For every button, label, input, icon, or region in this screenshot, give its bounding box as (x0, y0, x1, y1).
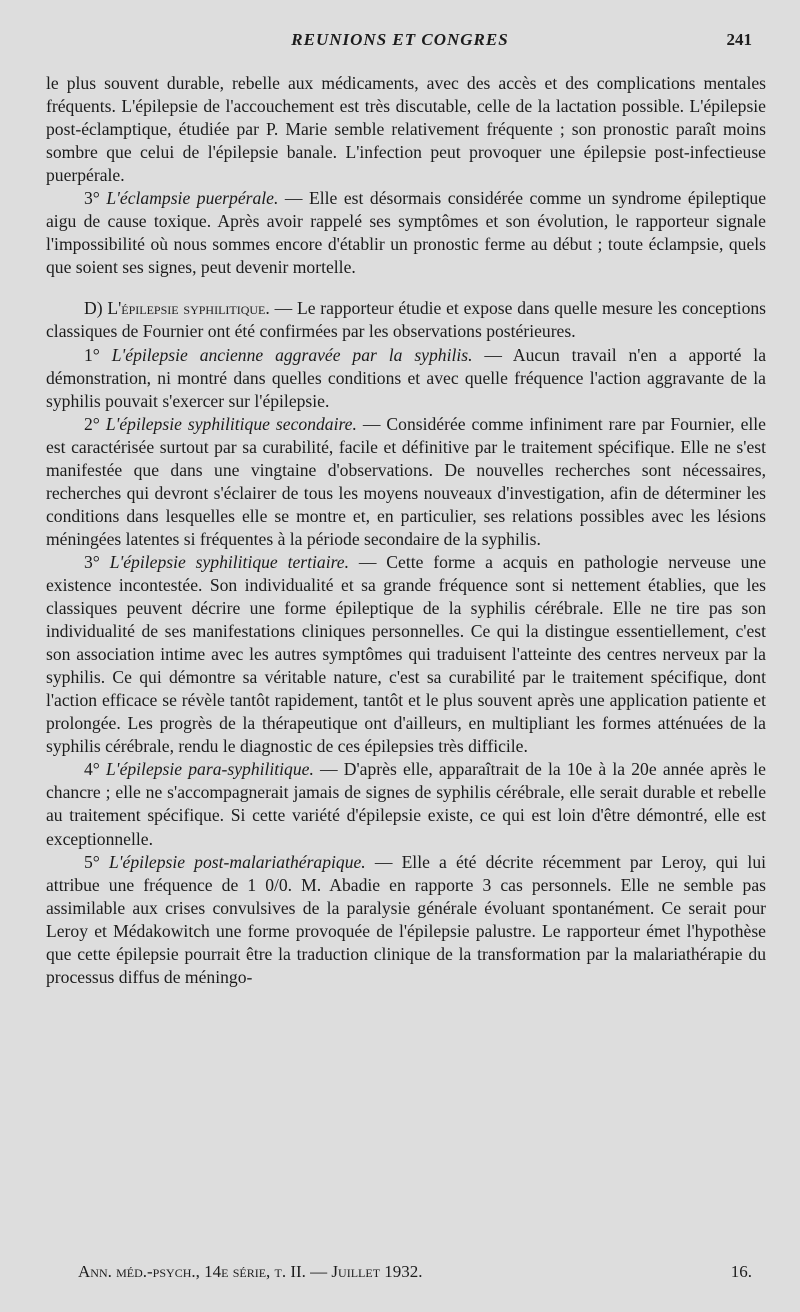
body-text (46, 72, 766, 989)
paragraph-heading: L'épilepsie post-malariathérapique. (108, 851, 366, 872)
journal-reference: Ann. méd.-psych., 14e série, t. II. — Juillet 1932. (78, 1262, 423, 1281)
paragraph-number: 5° (84, 851, 109, 872)
paragraph-number: 4° (84, 759, 107, 780)
paragraph-text: — Elle est désormais considérée comme un syndrome épileptique aigu de cause toxique. Après avoir rappelé ses symptômes et son évolution, le rapporteur signale l'impossibilité où nous sommes encore d'établir un pronostic ferme au début ; toute éclampsie, quels que soient ses signes, peut devenir mortelle. (46, 188, 767, 278)
paragraph-post-malariatherapique (46, 851, 766, 989)
paragraph-text: le plus souvent durable, rebelle aux médicaments, avec des accès et des complications mentales fréquents. L'épilepsie de l'accouchement est très discutable, celle de la lactation possible. L'épilepsie post-éclamptique, étudiée par P. Marie semble relativement fréquente ; son pronostic paraît moins sombre que celui de l'épilepsie banale. L'infection peut provoquer une épilepsie post-infectieuse puerpérale. (46, 73, 766, 186)
paragraph-text: — Le rapporteur étudie et expose dans quelle mesure les conceptions classiques de Fournier ont été confirmées par les observations postérieures. (46, 298, 767, 342)
paragraph-heading: L'épilepsie syphilitique tertiaire. (109, 551, 349, 572)
section-heading: L'épilepsie syphilitique. (107, 298, 270, 319)
page-footer (78, 1262, 752, 1286)
paragraph-ancienne (46, 344, 766, 413)
paragraph-number: 3° (84, 188, 107, 209)
paragraph-heading: L'éclampsie puerpérale. (106, 188, 279, 209)
signature-folio: 16. (730, 1262, 752, 1281)
paragraph-secondaire (46, 413, 766, 551)
paragraph-eclampsie (46, 187, 766, 279)
paragraph-heading: L'épilepsie ancienne aggravée par la syphilis. (111, 344, 473, 365)
paragraph-heading: L'épilepsie syphilitique secondaire. (105, 413, 357, 434)
paragraph-number: 3° (84, 551, 110, 572)
section-d (46, 297, 766, 343)
paragraph-text: — D'après elle, apparaîtrait de la 10e à la 20e année après le chancre ; elle ne s'accompagnerait jamais de signes de syphilis cérébrale, elle serait durable et rebelle au traitement spécifique. Si cette variété d'épilepsie existe, ce qui est loin d'être démontré, elle est exceptionnelle. (46, 759, 766, 849)
paragraph-continuation (46, 72, 766, 187)
paragraph-text: — Elle a été décrite récemment par Leroy, qui lui attribue une fréquence de 1 0/0. M. Abadie en rapporte 3 cas personnels. Elle ne semble pas assimilable aux crises convulsives de la paralysie générale évoluant spontanément. Ce serait pour Leroy et Médakowitch une forme provoquée de l'épilepsie palustre. Le rapporteur émet l'hypothèse que cette épilepsie pourrait être la traduction clinique de la transformation par la malariathérapie du processus diffus de méningo- (46, 851, 767, 987)
paragraph-text: — Aucun travail n'en a apporté la démonstration, ni montré dans quelles conditions et avec quelle fréquence l'action aggravante de la syphilis pouvait s'exercer sur l'épilepsie. (46, 344, 767, 411)
running-header (48, 30, 752, 56)
paragraph-text: — Cette forme a acquis en pathologie nerveuse une existence incontestée. Son individualité et sa grande fréquence sont si nettement établies, que les classiques peuvent décrire une forme épileptique de la syphilis cérébrale. Elle ne tire pas son individualité de ses manifestations cliniques personnelles. Ce qui la distingue essentiellement, c'est son association intime avec les autres symptômes qui traduisent l'atteinte des centres nerveux par la syphilis. Ce qui démontre sa véritable nature, c'est sa curabilité par le traitement spécifique, dont l'action efficace se révèle tantôt rapidement, tantôt et le plus souvent après une application patiente et prolongée. Les progrès de la thérapeutique ont d'ailleurs, en multipliant les formes atténuées de la syphilis cérébrale, rendu le diagnostic de ces épilepsies très difficile. (46, 551, 767, 757)
paragraph-number: 2° (84, 413, 106, 434)
paragraph-number: 1° (84, 344, 112, 365)
page-number: 241 (726, 30, 752, 49)
paragraph-para-syphilitique (46, 758, 766, 850)
paragraph-tertiaire (46, 551, 766, 758)
running-title: REUNIONS ET CONGRES (291, 30, 509, 49)
paragraph-text: — Considérée comme infiniment rare par Fournier, elle est caractérisée surtout par sa curabilité, facile et définitive par le traitement spécifique. Elle ne s'est manifestée que dans une vingtaine d'observations. De nouvelles recherches sont nécessaires, recherches qui devront s'éclairer de tous les moyens nouveaux d'investigation, afin de déterminer les conditions dans lesquelles elle se montre et, en particulier, ses relations possibles avec les lésions méningées latentes si fréquentes à la période secondaire de la syphilis. (46, 413, 766, 549)
section-letter: D) (84, 298, 108, 319)
paragraph-heading: L'épilepsie para-syphilitique. (106, 759, 314, 780)
